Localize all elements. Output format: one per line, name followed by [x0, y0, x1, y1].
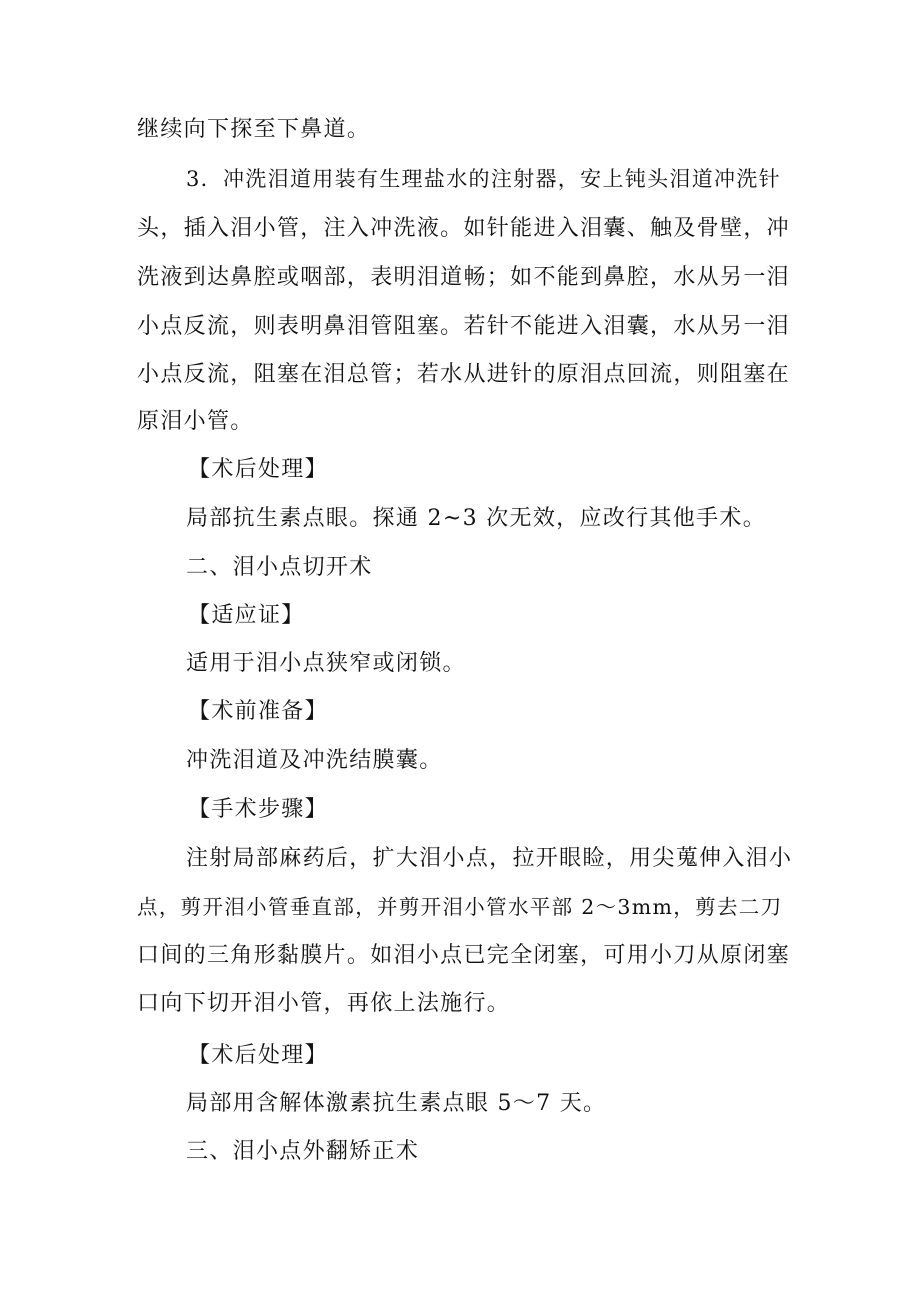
text-line-21: 局部用含解体激素抗生素点眼 5～7 天。	[186, 1091, 607, 1116]
text-line-14: 冲洗泪道及冲洗结膜囊。	[186, 748, 443, 773]
text-line-19: 口向下切开泪小管，再依上法施行。	[137, 991, 511, 1016]
text-line-18: 口间的三角形黏膜片。如泪小点已完全闭塞，可用小刀从原闭塞	[137, 943, 790, 968]
text-line-17: 点，剪开泪小管垂直部，并剪开泪小管水平部 2～3mm，剪去二刀	[137, 895, 783, 919]
text-line-2: 3．冲洗泪道用装有生理盐水的注射器，安上钝头泪道冲洗针	[186, 167, 781, 191]
text-line-1: 继续向下探至下鼻道。	[137, 117, 371, 142]
text-line-5: 小点反流，则表明鼻泪管阻塞。若针不能进入泪囊，水从另一泪	[137, 314, 790, 339]
chapter-heading-ectropion-correction: 三、泪小点外翻矫正术	[186, 1139, 420, 1164]
text-line-9: 局部抗生素点眼。探通 2~3 次无效，应改行其他手术。	[186, 506, 767, 531]
section-heading-indications: 【适应证】	[188, 603, 305, 628]
section-heading-steps: 【手术步骤】	[188, 797, 328, 822]
text-line-6: 小点反流，阻塞在泪总管；若水从进针的原泪点回流，则阻塞在	[137, 362, 790, 387]
section-heading-postop-2: 【术后处理】	[188, 1043, 328, 1068]
section-heading-postop: 【术后处理】	[188, 457, 328, 482]
text-line-4: 洗液到达鼻腔或咽部，表明泪道畅；如不能到鼻腔，水从另一泪	[137, 265, 790, 290]
text-line-3: 头，插入泪小管，注入冲洗液。如针能进入泪囊、触及骨壁，冲	[137, 216, 790, 241]
section-heading-preop: 【术前准备】	[188, 699, 328, 724]
chapter-heading-punctum-incision: 二、泪小点切开术	[186, 555, 373, 580]
text-line-12: 适用于泪小点狭窄或闭锁。	[186, 651, 466, 676]
text-line-7: 原泪小管。	[137, 409, 254, 434]
text-line-16: 注射局部麻药后，扩大泪小点，拉开眼睑，用尖蒐伸入泪小	[186, 846, 793, 871]
